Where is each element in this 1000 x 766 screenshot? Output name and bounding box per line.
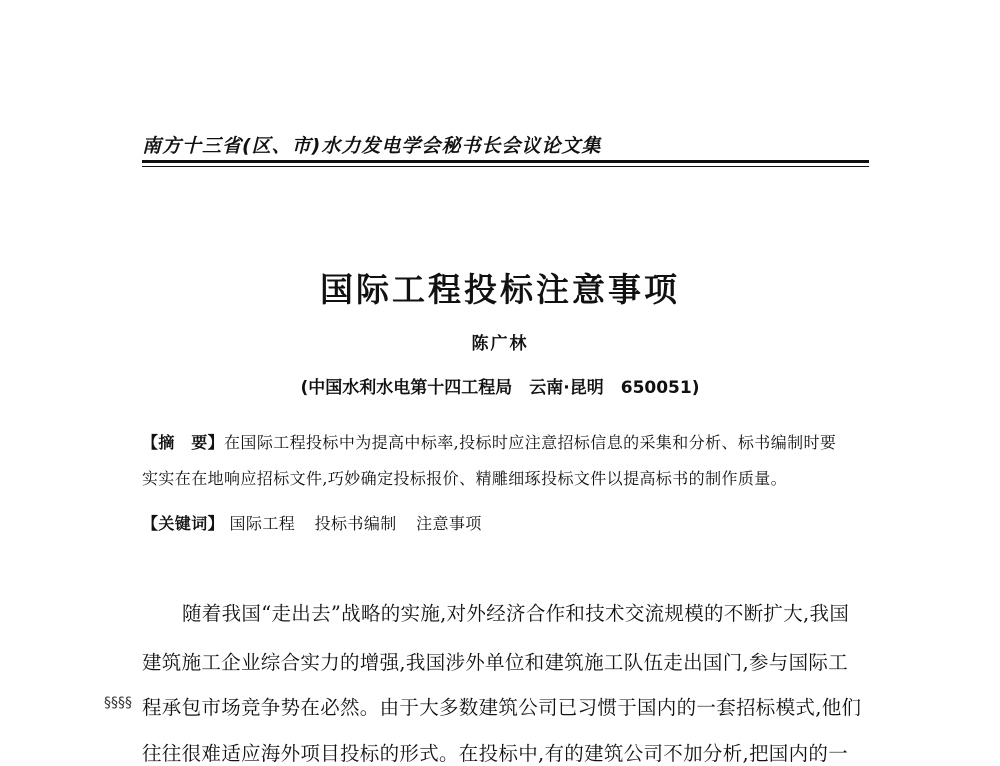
body-line-1: 随着我国“走出去”战略的实施,对外经济合作和技术交流规模的不断扩大,我国 xyxy=(182,602,850,625)
body-line-4: 往往很难适应海外项目投标的形式。在投标中,有的建筑公司不加分析,把国内的一 xyxy=(142,742,848,765)
abstract-line-2: 实实在在地响应招标文件,巧妙确定投标报价、精雕细琢投标文件以提高标书的制作质量。 xyxy=(142,469,788,488)
abstract-line-1 xyxy=(142,430,869,453)
article-title: 国际工程投标注意事项 xyxy=(320,270,680,309)
keywords-line xyxy=(142,511,869,534)
keywords-label: 【关键词】 xyxy=(142,514,225,533)
header-rule-thin xyxy=(142,166,869,167)
keyword-item: 国际工程 xyxy=(229,514,296,533)
author-name: 陈广林 xyxy=(471,334,529,354)
author-affiliation: (中国水利水电第十四工程局 云南·昆明 650051) xyxy=(300,378,700,398)
body-line-3: 程承包市场竞争势在必然。由于大多数建筑公司已习惯于国内的一套招标模式,他们 xyxy=(142,696,862,719)
abstract-label: 【摘 要】 xyxy=(142,433,225,452)
keyword-item: 注意事项 xyxy=(416,514,482,533)
binding-margin-mark: §§§§ xyxy=(104,695,132,711)
header-rule-thick xyxy=(142,160,869,163)
keyword-item: 投标书编制 xyxy=(314,514,397,533)
running-header: 南方十三省(区、市)水力发电学会秘书长会议论文集 xyxy=(142,135,602,157)
abstract-text-1: 在国际工程投标中为提高中标率,投标时应注意招标信息的采集和分析、标书编制时要 xyxy=(224,433,837,452)
body-line-2: 建筑施工企业综合实力的增强,我国涉外单位和建筑施工队伍走出国门,参与国际工 xyxy=(142,651,848,674)
